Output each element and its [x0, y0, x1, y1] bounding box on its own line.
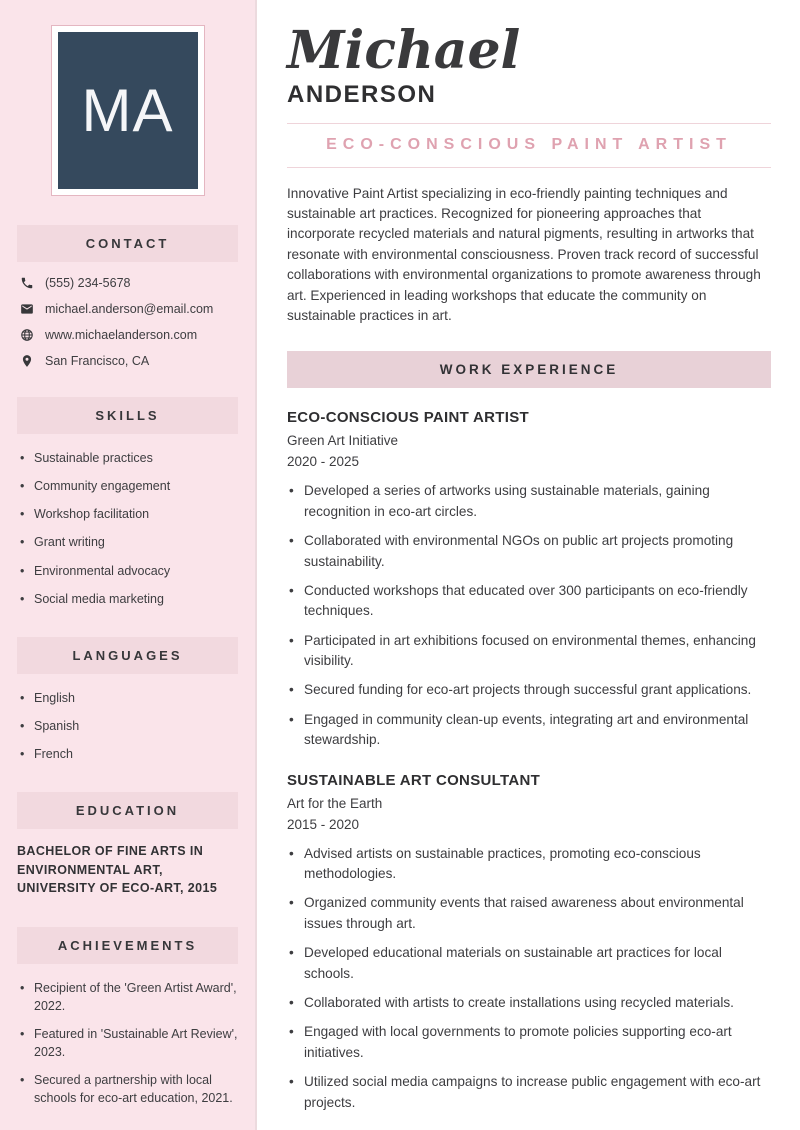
location-text: San Francisco, CA	[45, 354, 150, 368]
language-item: • English	[20, 689, 238, 707]
professional-headline: ECO-CONSCIOUS PAINT ARTIST	[326, 135, 732, 153]
skills-section	[0, 397, 255, 608]
skill-item: • Environmental advocacy	[20, 562, 238, 580]
languages-heading: LANGUAGES	[17, 637, 238, 674]
job-dates: 2015 - 2020	[287, 816, 360, 832]
job-title: SUSTAINABLE ART CONSULTANT	[287, 771, 541, 789]
job-bullet: • Conducted workshops that educated over 300 participants on eco-friendly techniques.	[287, 581, 771, 622]
job-bullet: • Advised artists on sustainable practices, promoting eco-conscious methodologies.	[287, 844, 771, 885]
skill-item: • Grant writing	[20, 533, 238, 551]
mail-icon	[20, 302, 34, 316]
name-header	[287, 20, 771, 109]
contact-heading: CONTACT	[17, 225, 238, 262]
contact-item-email	[20, 302, 238, 316]
avatar: MA	[58, 32, 198, 189]
headline-rule-bottom	[287, 167, 771, 168]
language-item: • French	[20, 745, 238, 763]
job-title: ECO-CONSCIOUS PAINT ARTIST	[287, 409, 529, 427]
education-section	[0, 792, 255, 898]
last-name: ANDERSON	[287, 80, 437, 108]
job-dates: 2020 - 2025	[287, 454, 360, 470]
language-item: • Spanish	[20, 717, 238, 735]
education-heading: EDUCATION	[17, 792, 238, 829]
skill-item: • Social media marketing	[20, 590, 238, 608]
globe-icon	[20, 328, 34, 342]
job-bullet: • Collaborated with artists to create installations using recycled materials.	[287, 993, 771, 1013]
achievements-list	[20, 979, 238, 1108]
avatar-frame	[51, 25, 205, 196]
job-bullet: • Collaborated with environmental NGOs on public art projects promoting sustainability.	[287, 531, 771, 572]
achievement-item: • Featured in 'Sustainable Art Review', 2023.	[20, 1025, 238, 1061]
website-url: www.michaelanderson.com	[45, 328, 198, 342]
location-icon	[20, 354, 34, 368]
education-degree: BACHELOR OF FINE ARTS IN ENVIRONMENTAL ART, UNIVERSITY OF ECO-ART, 2015	[17, 844, 218, 896]
headline-block	[287, 123, 771, 168]
job-bullet: • Developed a series of artworks using sustainable materials, gaining recognition in eco-art circles.	[287, 481, 771, 522]
contact-list	[20, 276, 238, 368]
main-content	[257, 0, 800, 1130]
contact-item-website	[20, 328, 238, 342]
job-bullet: • Engaged with local governments to promote policies supporting eco-art initiatives.	[287, 1022, 771, 1063]
job-company: Art for the Earth	[287, 795, 383, 811]
job-bullet: • Engaged in community clean-up events, integrating art and environmental stewardship.	[287, 710, 771, 751]
email-address: michael.anderson@email.com	[45, 302, 214, 316]
work-experience-heading: WORK EXPERIENCE	[287, 351, 771, 388]
languages-section	[0, 637, 255, 763]
first-name: Michael	[287, 20, 521, 81]
contact-section	[0, 225, 255, 368]
languages-list	[20, 689, 238, 763]
job-bullet: • Secured funding for eco-art projects through successful grant applications.	[287, 680, 771, 700]
contact-item-location	[20, 354, 238, 368]
job-bullet: • Organized community events that raised awareness about environmental issues through art.	[287, 893, 771, 934]
achievements-section	[0, 927, 255, 1108]
achievements-heading: ACHIEVEMENTS	[17, 927, 238, 964]
job-bullet-list	[287, 481, 771, 750]
skills-heading: SKILLS	[17, 397, 238, 434]
job-bullet-list	[287, 844, 771, 1113]
job-bullet: • Developed educational materials on sustainable art practices for local schools.	[287, 943, 771, 984]
job-entry-2	[287, 772, 771, 1113]
contact-item-phone	[20, 276, 238, 290]
job-company: Green Art Initiative	[287, 433, 399, 449]
phone-icon	[20, 276, 34, 290]
skill-item: • Community engagement	[20, 477, 238, 495]
phone-number: (555) 234-5678	[45, 276, 131, 290]
professional-summary: Innovative Paint Artist specializing in eco-friendly painting techniques and sustainable art practices. Recognized for pioneering approaches that incorporate recycled materials and natural pigments, resulting in artworks that resonate with environmental consciousness. Proven track record of successful collaborations with environmental organizations to promote awareness through art. Experienced in leading workshops that educate the community on sustainable practices in art.	[287, 185, 761, 323]
job-bullet: • Utilized social media campaigns to increase public engagement with eco-art projects.	[287, 1072, 771, 1113]
job-bullet: • Participated in art exhibitions focused on environmental themes, enhancing visibility.	[287, 631, 771, 672]
job-entry-1	[287, 409, 771, 750]
achievement-item: • Secured a partnership with local schools for eco-art education, 2021.	[20, 1071, 238, 1107]
skill-item: • Sustainable practices	[20, 449, 238, 467]
skills-list	[20, 449, 238, 608]
achievement-item: • Recipient of the 'Green Artist Award', 2022.	[20, 979, 238, 1015]
sidebar	[0, 0, 257, 1130]
skill-item: • Workshop facilitation	[20, 505, 238, 523]
